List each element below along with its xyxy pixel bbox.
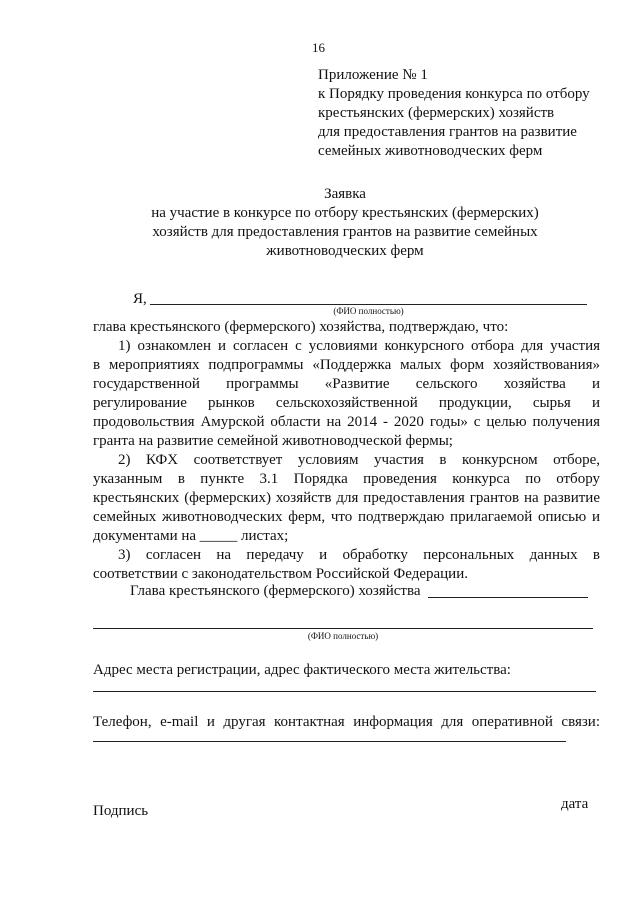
head-signature-blank[interactable] [428,597,588,598]
head-fio-hint: (ФИО полностью) [307,631,379,641]
item3-line-2: соответствии с законодательством Российской Федерации. [93,566,468,582]
date-label: дата [561,796,589,812]
item1-line-5: продовольствия Амурской области на 2014 - 2020 годы» с целью получения [93,414,600,430]
ya-label: Я, [133,291,147,307]
appendix-line-5: семейных животноводческих ферм [318,143,543,159]
item1-line-1: 1) ознакомлен и согласен с условиями конкурсного отбора для участия [118,338,600,354]
document-title: Заявка [324,186,366,202]
appendix-line-4: для предоставления грантов на развитие [318,124,577,140]
title-line-3: животноводческих ферм [266,243,424,259]
title-line-2: хозяйств для предоставления грантов на развитие семейных [152,224,538,240]
fio-hint: (ФИО полностью) [333,306,404,316]
signature-label: Подпись [93,803,149,819]
appendix-line-3: крестьянских (фермерских) хозяйств [318,105,555,121]
address-label: Адрес места регистрации, адрес фактического места жительства: [93,662,511,678]
head-confirm-line: глава крестьянского (фермерского) хозяйства, подтверждаю, что: [93,319,509,335]
item1-line-3: государственной программы «Развитие сельского хозяйства и [93,376,600,392]
contact-label: Телефон, e-mail и другая контактная информация для оперативной связи: [93,714,600,730]
head-fio-blank[interactable] [93,628,593,629]
item3-line-1: 3) согласен на передачу и обработку персональных данных в [118,547,600,563]
item2-line-2: указанным в пункте 3.1 Порядка проведения конкурса по отбору [93,471,600,487]
item2-line-5: документами на _____ листах; [93,528,289,544]
head-signature-label: Глава крестьянского (фермерского) хозяйства [130,583,421,599]
contact-blank[interactable] [93,741,566,742]
fio-blank-line[interactable] [150,304,587,305]
item2-line-3: крестьянских (фермерских) хозяйств для предоставления грантов на развитие [93,490,600,506]
item1-line-6: гранта на развитие семейной животноводческой фермы; [93,433,453,449]
appendix-line-2: к Порядку проведения конкурса по отбору [318,86,590,102]
title-line-1: на участие в конкурсе по отбору крестьянских (фермерских) [151,205,539,221]
appendix-line-1: Приложение № 1 [318,67,428,83]
item1-line-2: в мероприятиях подпрограммы «Поддержка малых форм хозяйствования» [93,357,600,373]
page-number: 16 [312,40,325,55]
item2-line-4: семейных животноводческих ферм, что подтверждаю прилагаемой описью и [93,509,600,525]
item2-line-1: 2) КФХ соответствует условиям участия в конкурсном отборе, [118,452,600,468]
item1-line-4: регулирование рынков сельскохозяйственной продукции, сырья и [93,395,600,411]
address-blank[interactable] [93,691,596,692]
